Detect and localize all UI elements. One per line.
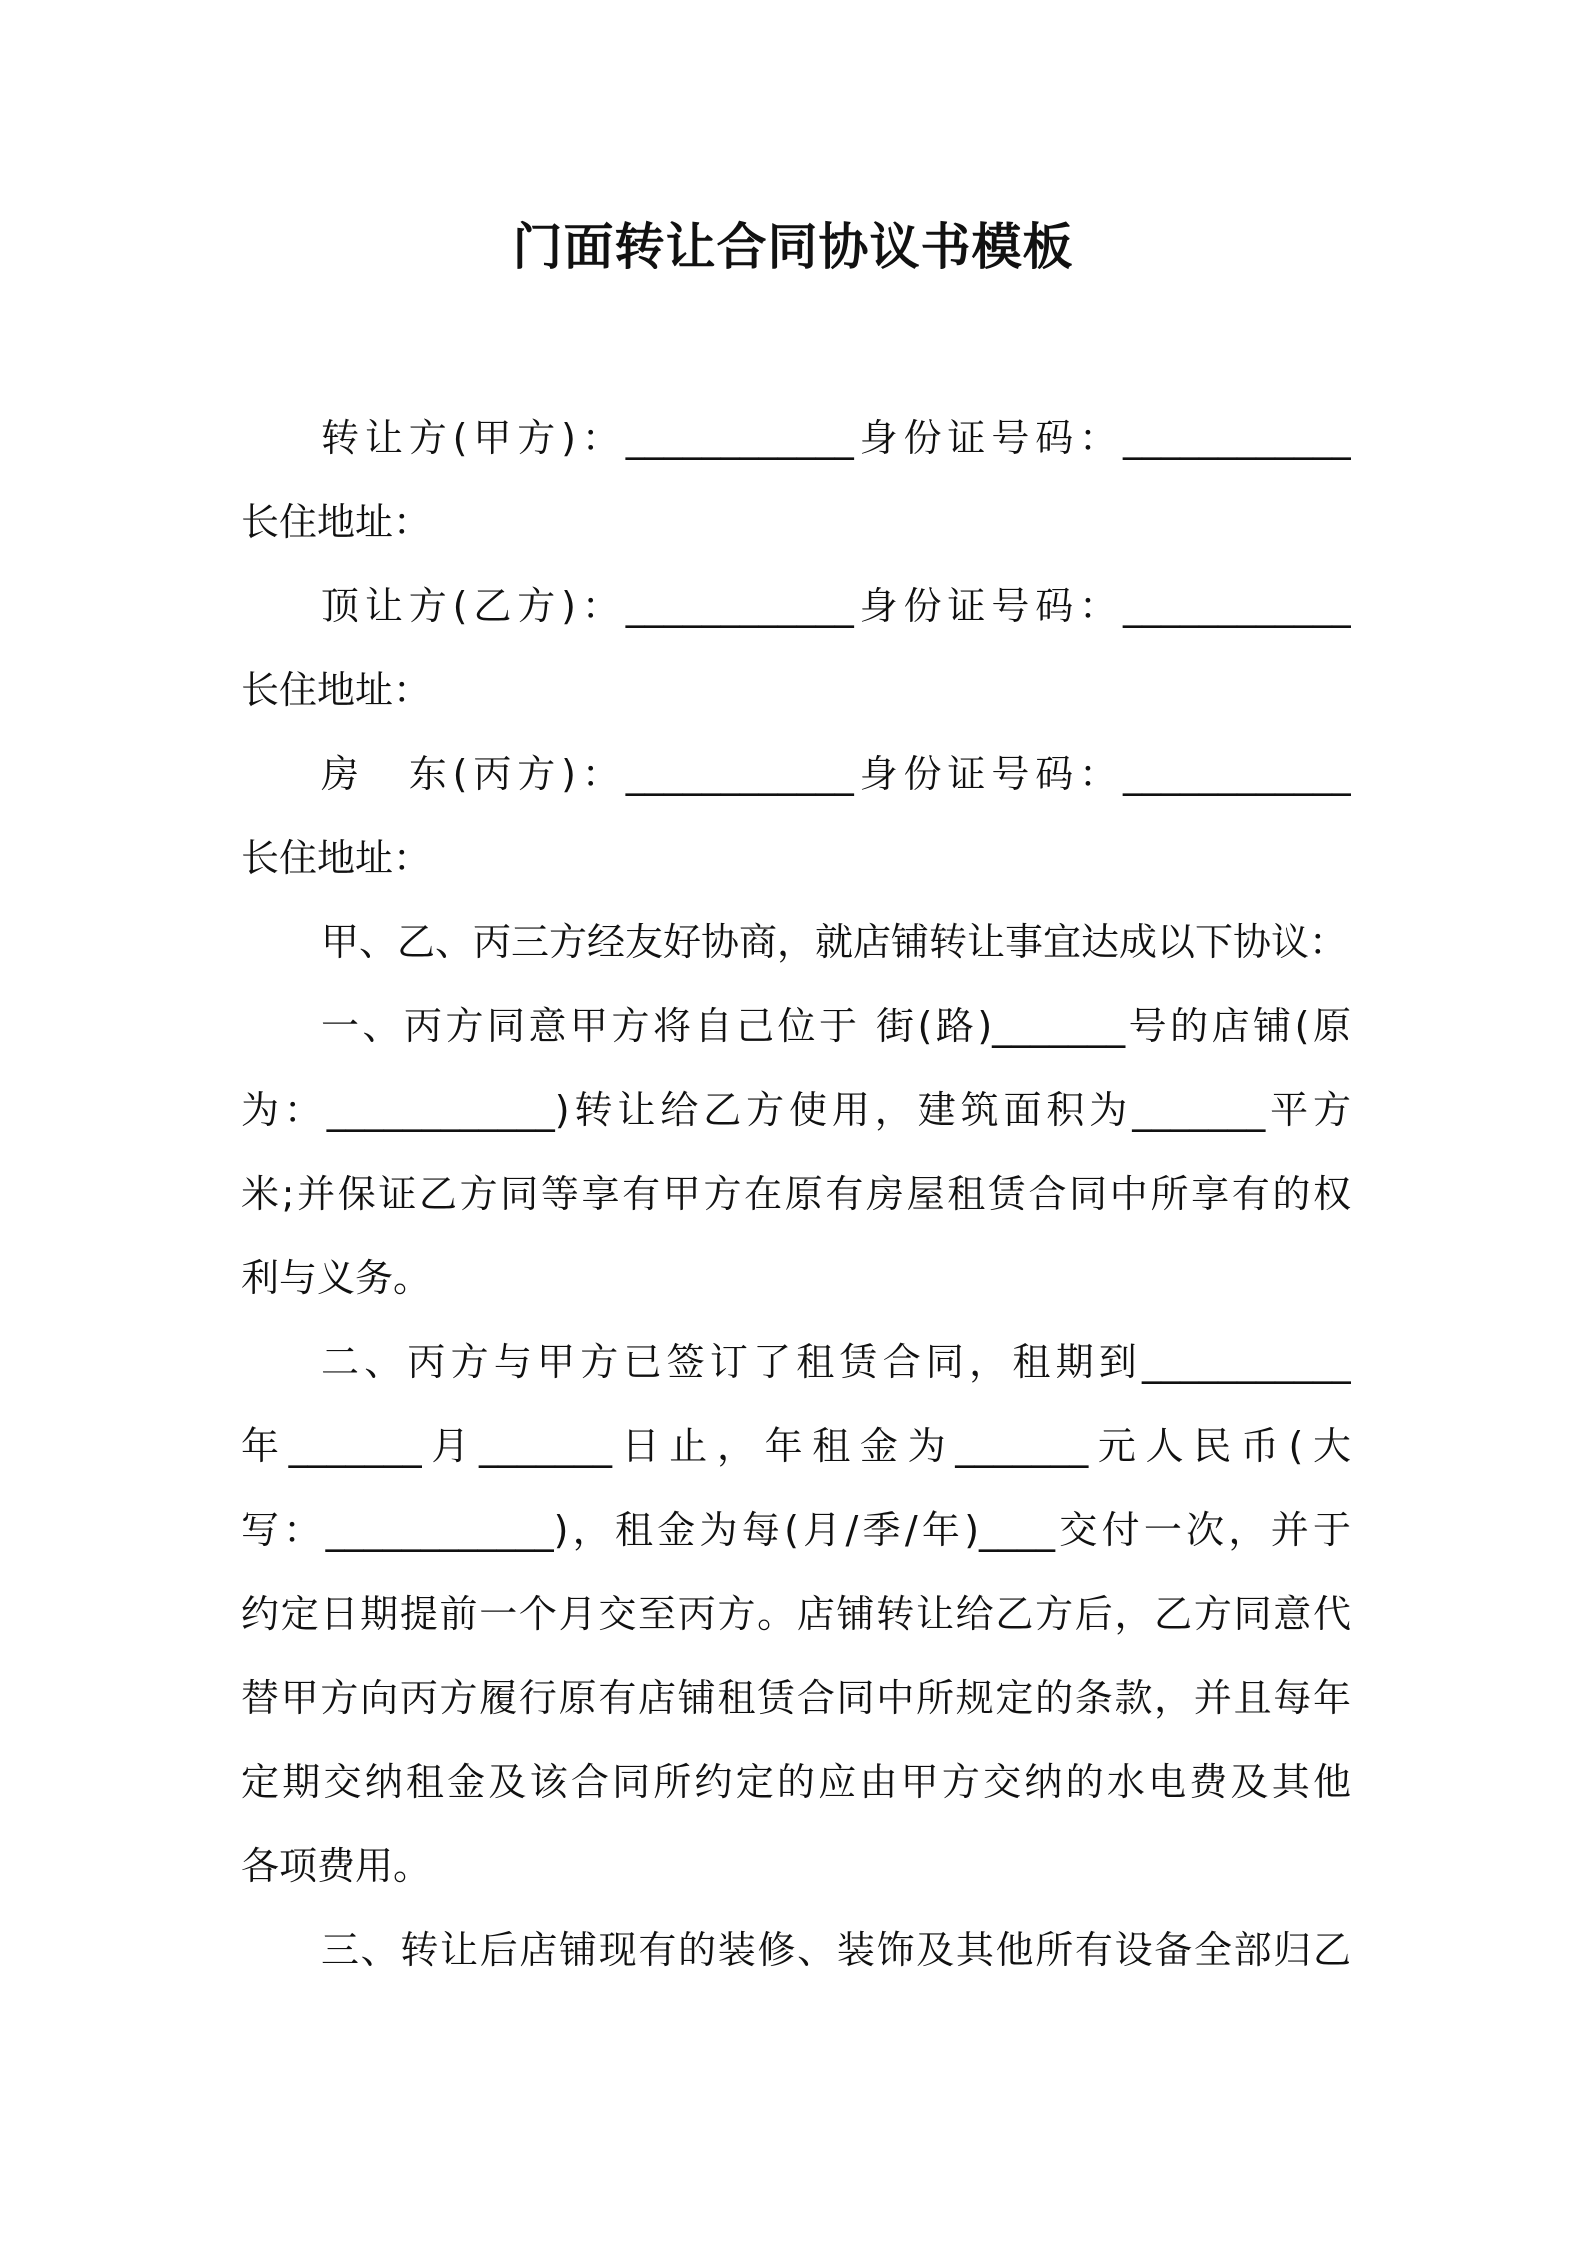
clause-2-line-7: 各项费用。	[241, 1844, 432, 1888]
clause-2-line-1: 二、丙方与甲方已签订了租赁合同，租期到___________	[321, 1340, 1351, 1384]
party-c-address: 长住地址：	[241, 836, 432, 880]
clause-2-line-5: 替甲方向丙方履行原有店铺租赁合同中所规定的条款，并且每年	[241, 1676, 1351, 1720]
party-b-address: 长住地址：	[241, 668, 432, 712]
clause-1-line-1: 一、丙方同意甲方将自己位于 街(路)_______号的店铺(原	[321, 1004, 1351, 1048]
clause-2-line-4: 约定日期提前一个月交至丙方。店铺转让给乙方后，乙方同意代	[241, 1592, 1351, 1636]
preamble-line: 甲、乙、丙三方经友好协商，就店铺转让事宜达成以下协议：	[321, 920, 1348, 964]
clause-1-line-4: 利与义务。	[241, 1256, 432, 1300]
party-b-line: 顶让方(乙方)：____________身份证号码：____________	[321, 584, 1351, 628]
party-a-address: 长住地址：	[241, 500, 432, 544]
clause-3-line-1: 三、转让后店铺现有的装修、装饰及其他所有设备全部归乙	[321, 1928, 1351, 1972]
clause-1-line-2: 为：____________)转让给乙方使用，建筑面积为_______平方	[241, 1088, 1351, 1132]
party-a-line: 转让方(甲方)：____________身份证号码：____________	[321, 416, 1351, 460]
clause-1-line-3: 米;并保证乙方同等享有甲方在原有房屋租赁合同中所享有的权	[241, 1172, 1351, 1216]
clause-2-line-2: 年_______月_______日止，年租金为_______元人民币(大	[241, 1424, 1351, 1468]
document-title: 门面转让合同协议书模板	[512, 218, 1074, 276]
clause-2-line-3: 写：____________)，租金为每(月/季/年)____交付一次，并于	[241, 1508, 1351, 1552]
party-c-line: 房 东(丙方)：____________身份证号码：____________	[321, 752, 1351, 796]
clause-2-line-6: 定期交纳租金及该合同所约定的应由甲方交纳的水电费及其他	[241, 1760, 1351, 1804]
